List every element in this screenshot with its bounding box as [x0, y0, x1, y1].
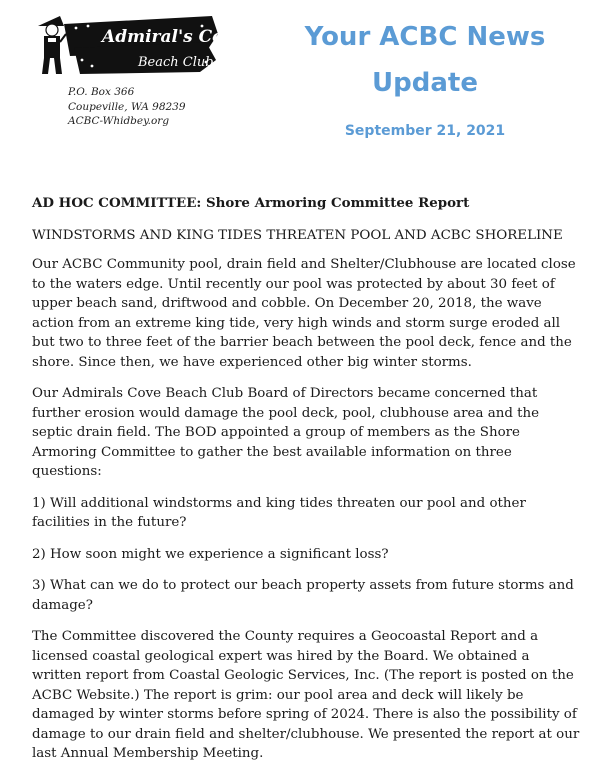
address-line: P.O. Box 366 — [68, 86, 135, 98]
paragraph: 2) How soon might we experience a significant loss? — [32, 546, 389, 562]
logo-line1: Admiral's Cove — [102, 27, 245, 47]
mailing-address — [68, 85, 186, 129]
logo-banner-icon — [30, 12, 245, 80]
title-line-2: Update — [372, 68, 478, 98]
address-line: ACBC-Whidbey.org — [68, 115, 170, 127]
address-line: Coupeville, WA 98239 — [68, 100, 186, 113]
paragraph: Our Admirals Cove Beach Club Board of Directors became concerned that further erosion would damage the pool deck, pool, clubhouse area and the septic drain field. The BOD appointed a group of members as the Shore Armoring Committee to gather the best available information on three questions: — [32, 386, 540, 479]
paragraph: The Committee discovered the County requires a Geocoastal Report and a licensed coastal geological expert was hired by the Board. We obtained a written report from Coastal Geologic Services, Inc. (The report is posted on the ACBC Website.) The report is grim: our pool area and deck will likely be damaged by winter storms before spring of 2024. There is also the possibility of damage to our drain field and shelter/clubhouse. We presented the report at our last Annual Membership Meeting. — [32, 629, 580, 761]
title-line-1: Your ACBC News — [304, 22, 546, 52]
paragraph: 3) What can we do to protect our beach property assets from future storms and damage? — [32, 578, 574, 613]
paragraph: Our ACBC Community pool, drain field and Shelter/Clubhouse are located close to the waters edge. Until recently our pool was protected by about 30 feet of upper beach sand, driftwood and cobble. On December 20, 2018, the wave action from an extreme king tide, very high winds and storm surge eroded all but two to three feet of the barrier beach between the pool deck, fence and the shore. Since then, we have experienced other big winter storms. — [32, 257, 576, 370]
pirate-figure-icon — [38, 16, 66, 74]
article-subheading: WINDSTORMS AND KING TIDES THREATEN POOL AND ACBC SHORELINE — [32, 227, 563, 243]
paragraph: 1) Will additional windstorms and king tides threaten our pool and other facilities in the future? — [32, 495, 526, 530]
article-body — [32, 194, 580, 776]
issue-date: September 21, 2021 — [344, 123, 506, 139]
club-logo — [30, 12, 245, 80]
logo-line2: Beach Club — [138, 55, 214, 70]
article-heading: AD HOC COMMITTEE: Shore Armoring Committee Report — [32, 195, 470, 211]
newsletter-title — [300, 14, 550, 106]
